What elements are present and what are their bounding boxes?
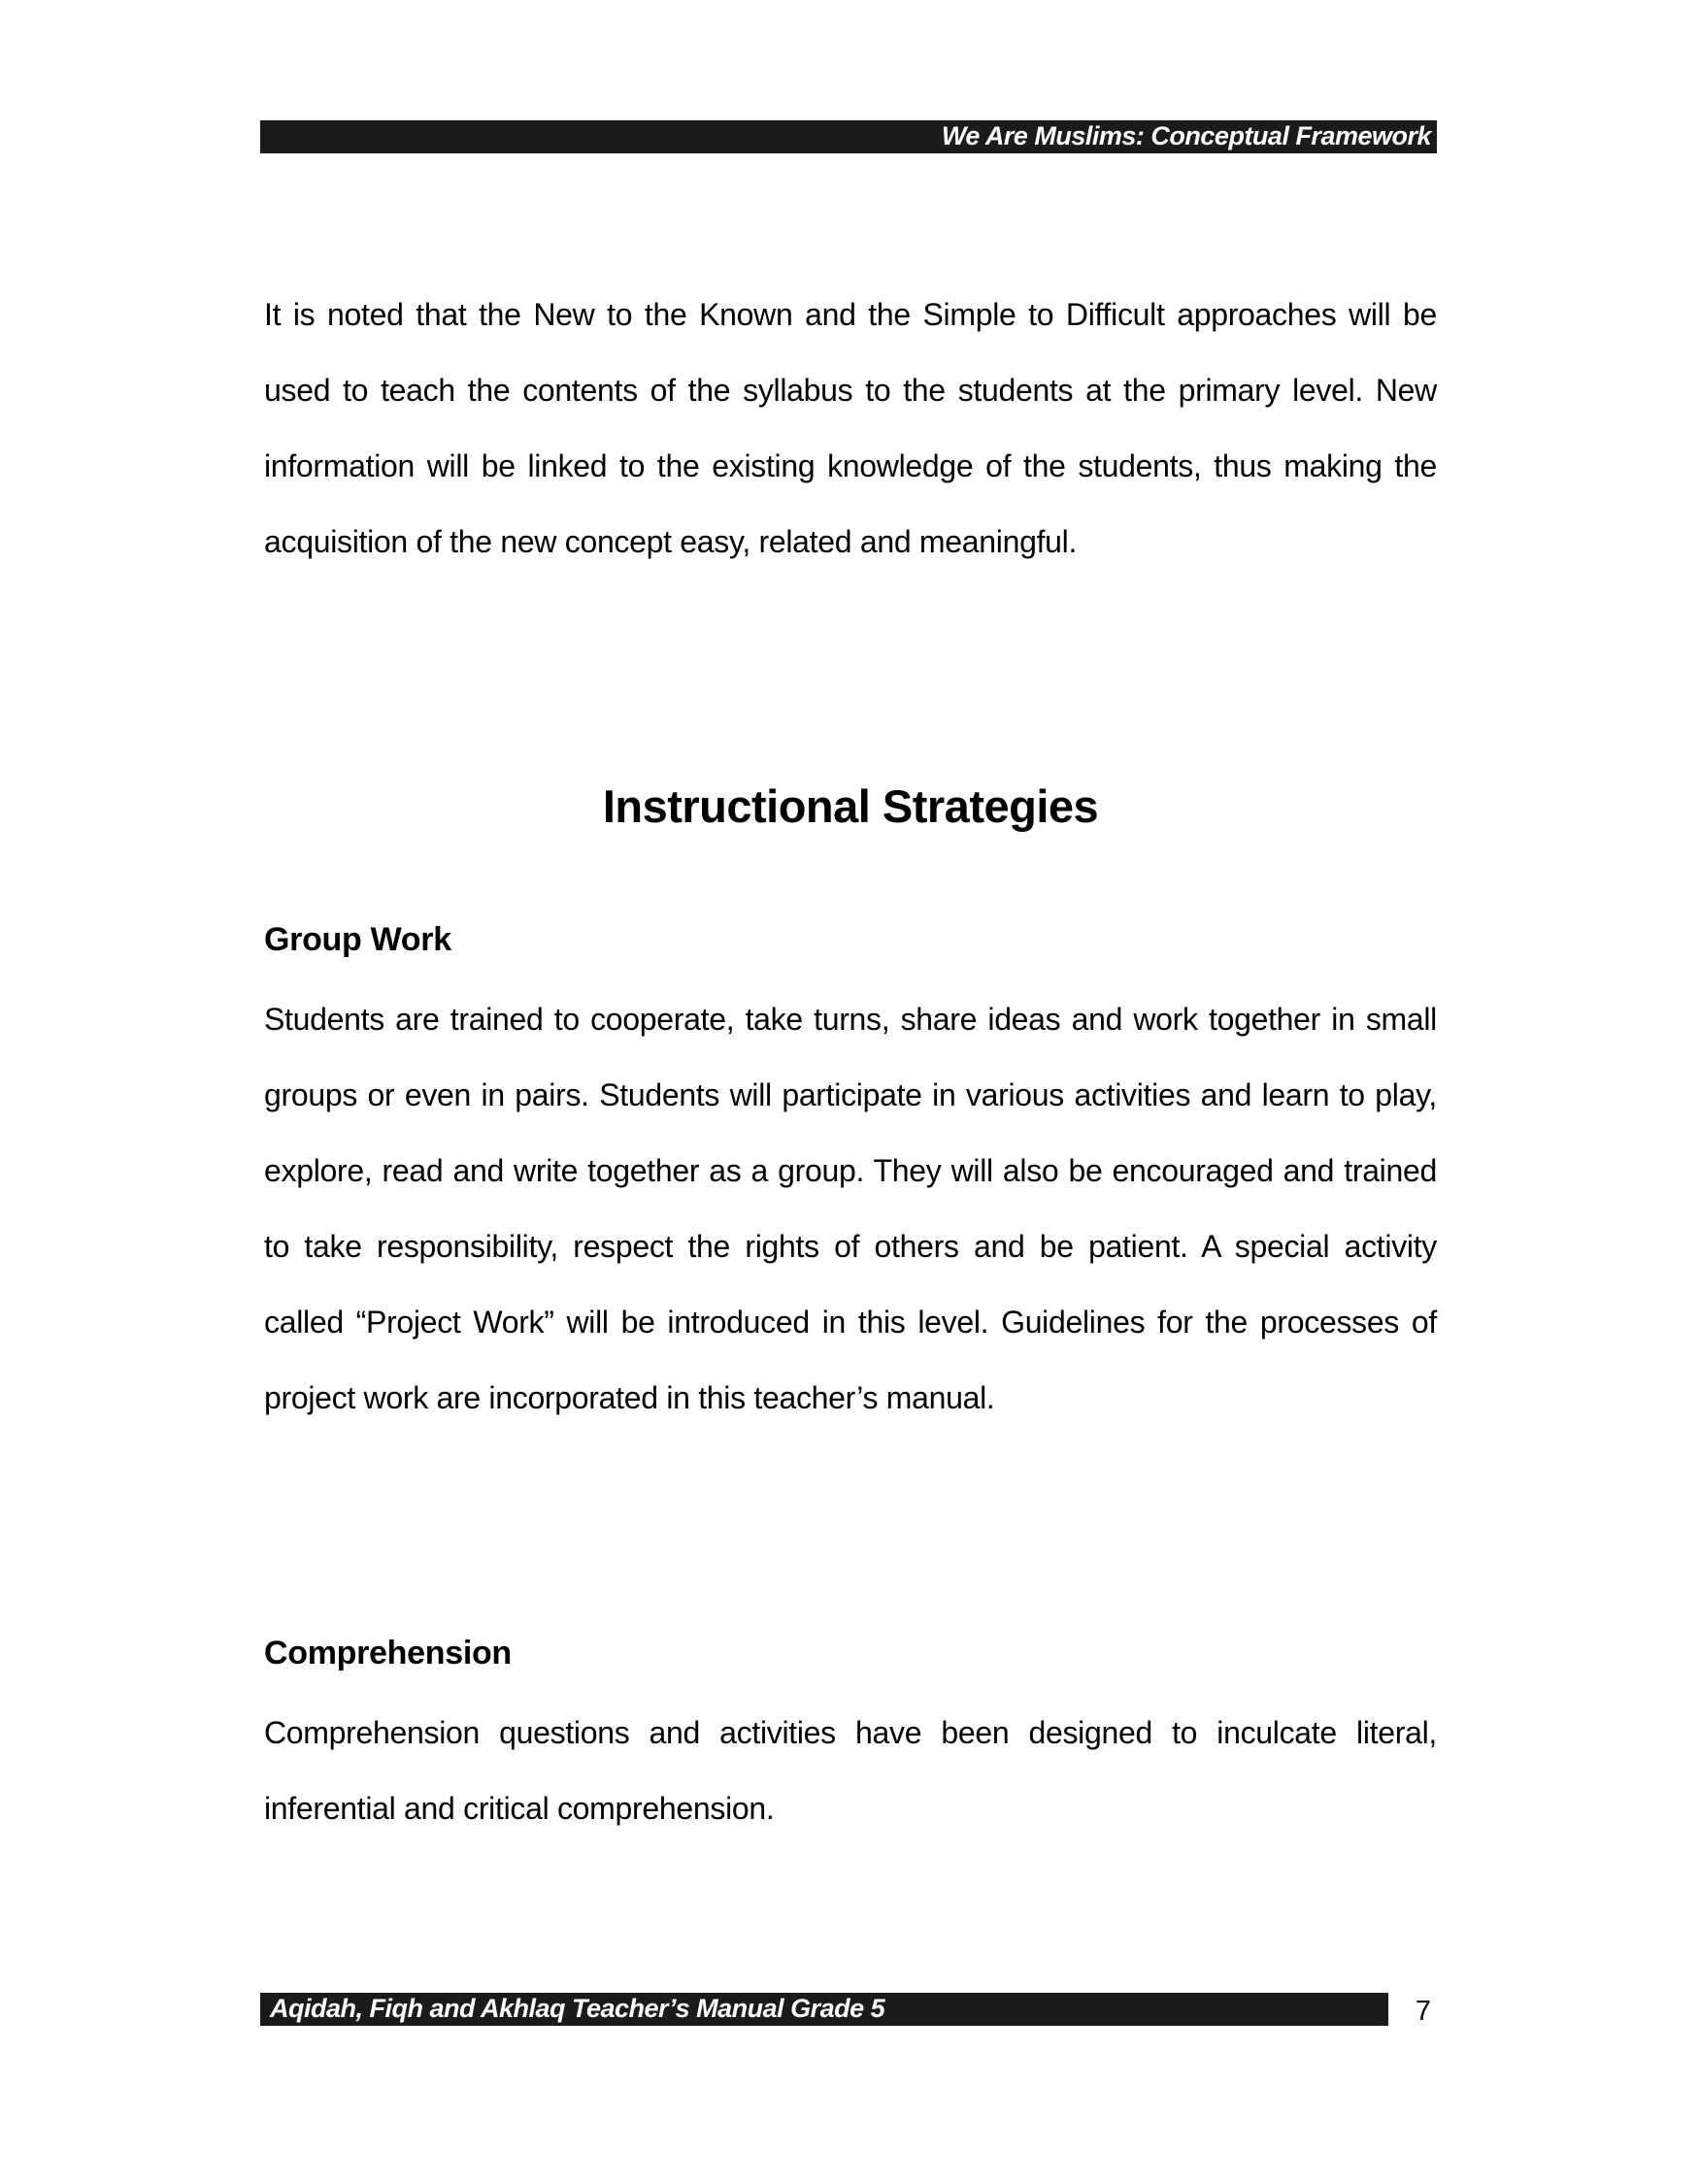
page-number: 7 [1415, 1996, 1432, 2027]
intro-paragraph: It is noted that the New to the Known and the Simple to Difficult approaches will be used to teach the contents of the syllabus to the students at the primary level. New information will be linked to the existing knowledge of the students, thus making the acquisition of the new concept easy, related and meaningful. [264, 297, 1437, 559]
page-header-bar [260, 120, 1437, 153]
footer-bar [260, 1993, 1388, 2026]
comprehension-heading: Comprehension [264, 1635, 512, 1671]
footer-title: Aqidah, Fiqh and Akhlaq Teacher’s Manual Grade 5 [270, 1993, 885, 2023]
comprehension-paragraph: Comprehension questions and activities have been designed to inculcate literal, inferential and critical comprehension. [264, 1715, 1437, 1826]
group-work-paragraph: Students are trained to cooperate, take turns, share ideas and work together in small groups or even in pairs. Students will participate in various activities and learn to play, explore, read and write together as a group. They will also be encouraged and trained to take responsibility, respect the rights of others and be patient. A special activity called “Project Work” will be introduced in this level. Guidelines for the processes of project work are incorporated in this teacher’s manual. [264, 1002, 1437, 1415]
group-work-heading: Group Work [264, 921, 451, 958]
section-comprehension [264, 1630, 1437, 1846]
main-heading: Instructional Strategies [602, 780, 1099, 832]
header-title: We Are Muslims: Conceptual Framework [941, 120, 1431, 150]
section-group-work [264, 916, 1437, 1436]
